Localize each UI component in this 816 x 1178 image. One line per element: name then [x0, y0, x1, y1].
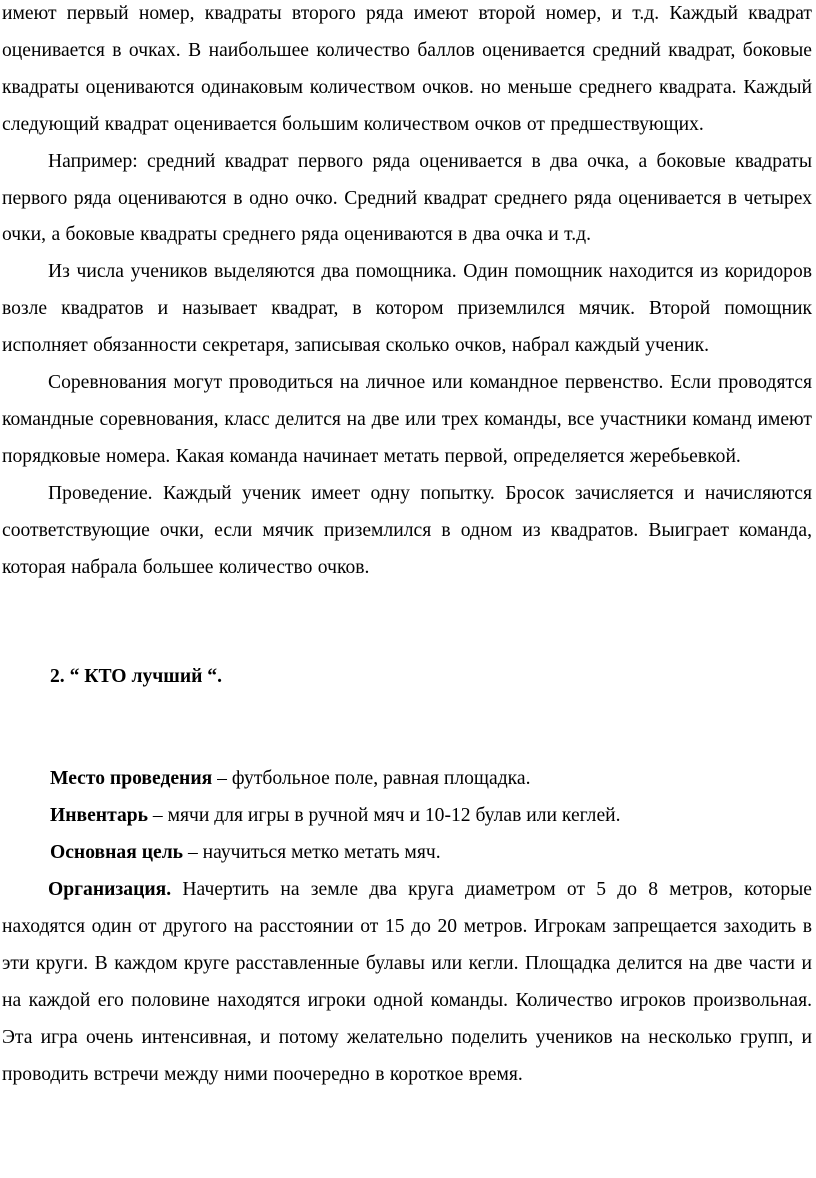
goal-text: – научиться метко метать мяч. [183, 842, 441, 864]
goal-line [2, 835, 812, 872]
paragraph-assistants: Из числа учеников выделяются два помощника. Один помощник находится из коридоров возле квадратов и называет квадрат, в котором приземлился мячик. Второй помощник исполняет обязанности секретаря, записывая сколько очков, набрал каждый ученик. [2, 261, 812, 357]
section-heading: 2. “ КТО лучший “. [50, 665, 223, 687]
equipment-text: – мячи для игры в ручной мяч и 10-12 булав или кеглей. [148, 805, 621, 827]
venue-text: – футбольное поле, равная площадка. [212, 768, 531, 790]
equipment-label: Инвентарь [50, 805, 149, 827]
spacer [2, 587, 812, 659]
organization-text: Начертить на земле два круга диаметром от 5 до 8 метров, которые находятся один от другого на расстоянии от 15 до 20 метров. Игрокам запрещается заходить в эти круги. В каждом круге расставленные булавы или кегли. Площадка делится на две части и на каждой его половине находятся игроки одной команды. Количество игроков произвольная. Эта игра очень интенсивная, и потому желательно поделить учеников на несколько групп, и проводить встречи между ними поочередно в короткое время. [2, 879, 812, 1085]
paragraph-example-scoring: Например: средний квадрат первого ряда оценивается в два очка, а боковые квадраты первого ряда оцениваются в одно очко. Средний квадрат среднего ряда оценивается в четырех очки, а боковые квадраты среднего ряда оцениваются в два очка и т.д. [2, 150, 812, 246]
goal-label: Основная цель [50, 842, 184, 864]
organization-paragraph [2, 872, 812, 1093]
venue-line [2, 761, 812, 798]
paragraph-competition-format: Соревнования могут проводиться на личное или командное первенство. Если проводятся командные соревнования, класс делится на две или трех команды, все участники команд имеют порядковые номера. Какая команда начинает метать первой, определяется жеребьевкой. [2, 372, 812, 467]
organization-label: Организация. [48, 879, 172, 901]
spacer [2, 695, 812, 761]
venue-label: Место проведения [50, 768, 213, 790]
paragraph-procedure: Проведение. Каждый ученик имеет одну попытку. Бросок зачисляется и начисляются соответствующие очки, если мячик приземлился в одном из квадратов. Выиграет команда, которая набрала большее количество очков. [2, 482, 812, 578]
equipment-line [2, 798, 812, 835]
paragraph-squares-numbering: имеют первый номер, квадраты второго ряда имеют второй номер, и т.д. Каждый квадрат оценивается в очках. В наибольшее количество баллов оценивается средний квадрат, боковые квадраты оцениваются одинаковым количеством очков. но меньше среднего квадрата. Каждый следующий квадрат оценивается большим количеством очков от предшествующих. [2, 3, 812, 135]
